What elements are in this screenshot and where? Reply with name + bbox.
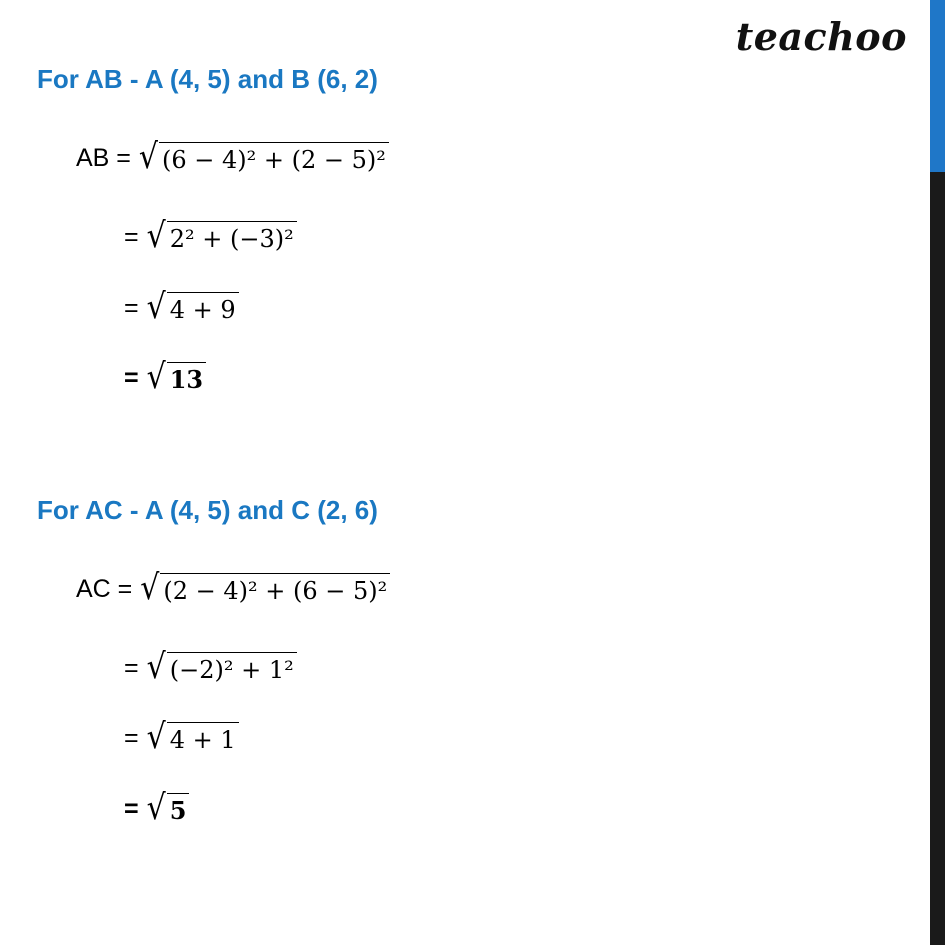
sqrt-expression: [146, 215, 297, 256]
section-heading-ac: For AC - A (4, 5) and C (2, 6): [37, 495, 378, 525]
equation-line-ab-4: [124, 353, 206, 403]
equation-lhs: =: [124, 222, 139, 251]
radicand: 4 + 1: [167, 722, 239, 755]
equation-lhs: =: [124, 794, 139, 823]
teachoo-logo: teachoo: [735, 14, 907, 59]
radical-sign: √: [146, 646, 166, 687]
radicand: 4 + 9: [167, 292, 239, 325]
radicand: 5: [167, 793, 190, 826]
sqrt-expression: [140, 567, 390, 608]
radical-sign: √: [146, 286, 166, 327]
sqrt-expression: [146, 787, 190, 828]
equation-lhs: =: [124, 653, 139, 682]
radicand: 13: [167, 362, 206, 395]
radical-sign: √: [146, 356, 166, 397]
equation-line-ac-2: [124, 643, 297, 693]
sqrt-expression: [146, 356, 207, 397]
sqrt-expression: [138, 136, 389, 177]
section-heading-ab: For AB - A (4, 5) and B (6, 2): [37, 64, 378, 94]
equation-lhs: AB =: [76, 143, 131, 172]
equation-line-ab-1: [76, 133, 389, 183]
equation-line-ac-4: [124, 784, 189, 834]
equation-line-ab-3: [124, 283, 239, 333]
equation-lhs: =: [124, 723, 139, 752]
equation-lhs: AC =: [76, 574, 133, 603]
equation-line-ab-2: [124, 212, 297, 262]
sqrt-expression: [146, 716, 239, 757]
radical-sign: √: [146, 215, 166, 256]
radicand: (6 − 4)² + (2 − 5)²: [159, 142, 389, 175]
radical-sign: √: [146, 716, 166, 757]
radicand: (−2)² + 1²: [167, 652, 297, 685]
equation-line-ac-1: [76, 564, 390, 614]
radical-sign: √: [146, 787, 166, 828]
radical-sign: √: [138, 136, 159, 177]
equation-lhs: =: [124, 363, 139, 392]
equation-line-ac-3: [124, 713, 239, 763]
radical-sign: √: [140, 567, 160, 608]
equation-lhs: =: [124, 293, 139, 322]
sqrt-expression: [146, 646, 297, 687]
sidebar-scroll-thumb[interactable]: [930, 0, 945, 172]
radicand: (2 − 4)² + (6 − 5)²: [160, 573, 390, 606]
radicand: 2² + (−3)²: [167, 221, 297, 254]
sqrt-expression: [146, 286, 239, 327]
